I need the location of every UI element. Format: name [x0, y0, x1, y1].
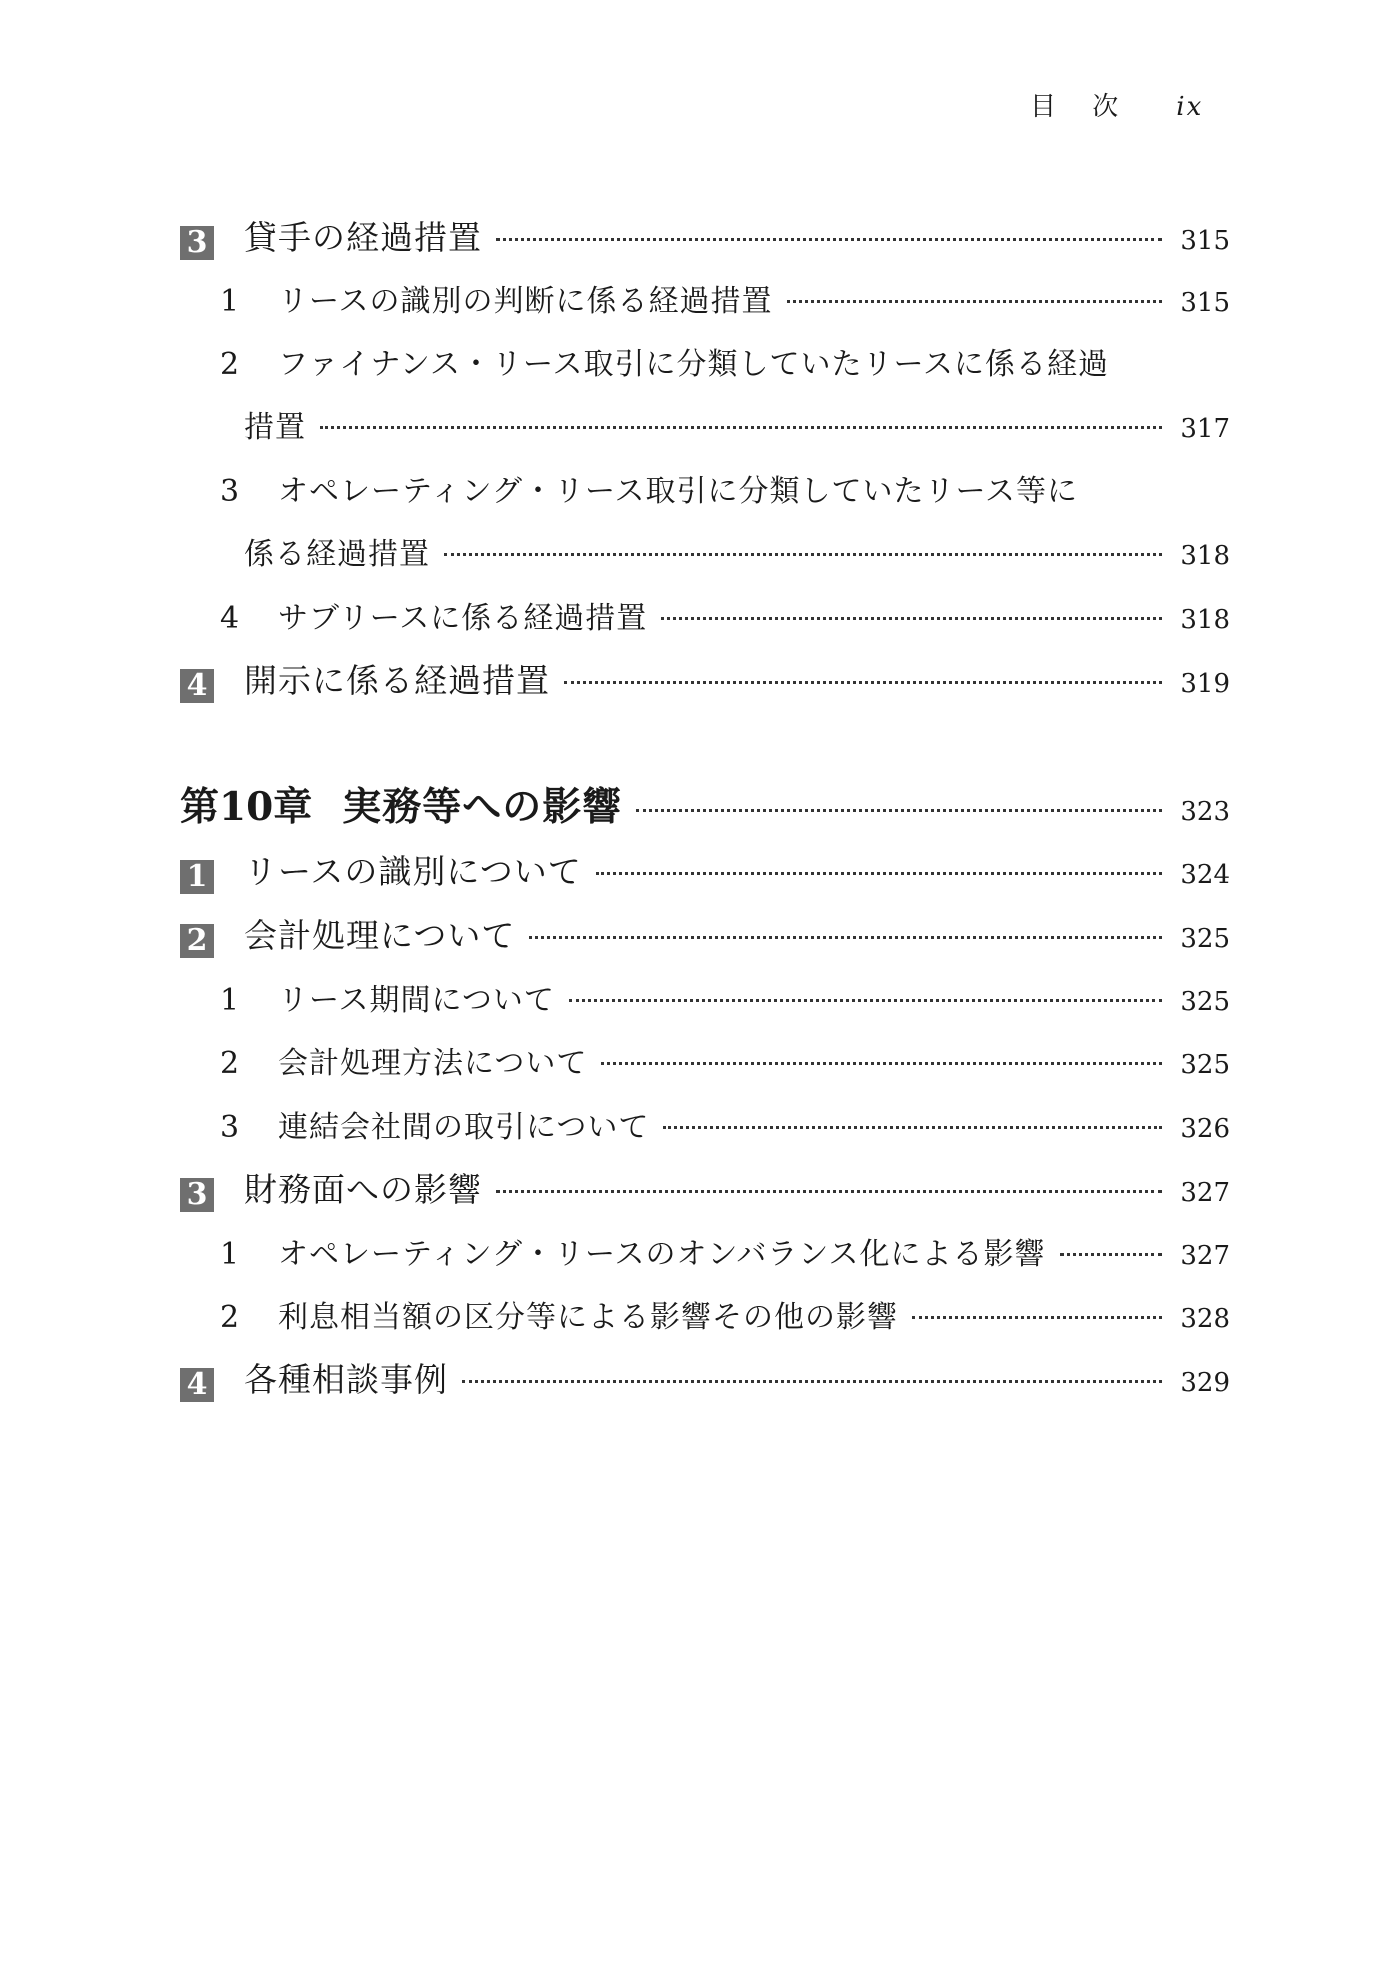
page-number: 319	[1180, 669, 1230, 699]
entry-title: 各種相談事例	[244, 1360, 448, 1399]
section-number-badge: 4	[180, 1368, 214, 1402]
section-number-badge: 3	[180, 1178, 214, 1212]
page-number: 315	[1180, 288, 1230, 318]
dot-leader	[912, 1316, 1162, 1319]
page-number: 325	[1180, 1050, 1230, 1080]
entry-title: 財務面への影響	[244, 1170, 482, 1209]
toc-entry-chapter[interactable]	[180, 776, 1230, 832]
dot-leader	[320, 426, 1162, 429]
toc-entry-section[interactable]	[180, 846, 1230, 893]
entry-title: 会計処理方法について	[278, 1046, 588, 1081]
page-number: 318	[1180, 605, 1230, 635]
dot-leader	[661, 617, 1162, 620]
page-number: 326	[1180, 1114, 1230, 1144]
chapter-number: 第10章	[180, 784, 313, 830]
entry-title: 開示に係る経過措置	[244, 661, 550, 700]
dot-leader	[496, 238, 1162, 241]
subsection-number: 1	[220, 1237, 240, 1272]
section-number-badge: 1	[180, 860, 214, 894]
running-head	[1030, 86, 1203, 123]
entry-title: 利息相当額の区分等による影響その他の影響	[278, 1300, 898, 1335]
page-number: 317	[1180, 414, 1230, 444]
toc-entry-subsection[interactable]	[180, 1229, 1230, 1273]
page-number: 327	[1180, 1241, 1230, 1271]
subsection-number: 1	[220, 983, 240, 1018]
toc-entry-subsection[interactable]	[180, 466, 1230, 510]
entry-title: リース期間について	[278, 983, 555, 1018]
page-number: 325	[1180, 987, 1230, 1017]
toc-entry-section[interactable]	[180, 1164, 1230, 1211]
entry-title: リースの識別の判断に係る経過措置	[278, 284, 773, 319]
toc-entry-subsection[interactable]	[180, 1102, 1230, 1146]
subsection-number: 2	[220, 1046, 240, 1081]
toc-entry-section[interactable]	[180, 1354, 1230, 1401]
subsection-number: 3	[220, 474, 240, 509]
section-number-badge: 2	[180, 924, 214, 958]
dot-leader	[787, 300, 1163, 303]
subsection-number: 3	[220, 1110, 240, 1145]
dot-leader	[444, 553, 1162, 556]
toc-entry-subsection[interactable]	[180, 975, 1230, 1019]
entry-title: ファイナンス・リース取引に分類していたリースに係る経過	[278, 347, 1109, 382]
entry-title-continued: 措置	[244, 410, 306, 445]
entry-title: 会計処理について	[244, 916, 516, 955]
entry-title: オペレーティング・リース取引に分類していたリース等に	[278, 474, 1078, 509]
toc-entry-subsection[interactable]	[180, 339, 1230, 383]
dot-leader	[596, 872, 1162, 875]
subsection-number: 4	[220, 601, 240, 636]
entry-title-continued: 係る経過措置	[244, 537, 430, 572]
page-number: 329	[1180, 1368, 1230, 1398]
dot-leader	[529, 936, 1162, 939]
subsection-number: 2	[220, 347, 240, 382]
page-number: 323	[1180, 797, 1230, 827]
dot-leader	[663, 1126, 1162, 1129]
running-head-title: 目 次	[1030, 92, 1133, 122]
page-number: 325	[1180, 924, 1230, 954]
entry-title: 連結会社間の取引について	[278, 1110, 650, 1145]
dot-leader	[462, 1380, 1162, 1383]
section-number-badge: 4	[180, 669, 214, 703]
toc-entry-continuation[interactable]	[180, 402, 1230, 446]
subsection-number: 2	[220, 1300, 240, 1335]
page-number: 315	[1180, 226, 1230, 256]
page-folio: ix	[1176, 92, 1204, 122]
toc-entry-subsection[interactable]	[180, 1292, 1230, 1336]
toc-entry-section[interactable]	[180, 212, 1230, 259]
page-number: 328	[1180, 1304, 1230, 1334]
dot-leader	[601, 1062, 1162, 1065]
dot-leader	[1060, 1253, 1163, 1256]
dot-leader	[569, 999, 1162, 1002]
toc-entry-subsection[interactable]	[180, 1038, 1230, 1082]
page-number: 327	[1180, 1178, 1230, 1208]
chapter-title: 実務等への影響	[342, 785, 623, 830]
dot-leader	[496, 1190, 1162, 1193]
page-number: 324	[1180, 860, 1230, 890]
subsection-number: 1	[220, 284, 240, 319]
dot-leader	[636, 809, 1162, 812]
toc-entry-continuation[interactable]	[180, 529, 1230, 573]
toc-entry-subsection[interactable]	[180, 593, 1230, 637]
toc-entry-section[interactable]	[180, 910, 1230, 957]
toc-entry-section[interactable]	[180, 655, 1230, 702]
entry-title: 貸手の経過措置	[244, 218, 482, 257]
entry-title: リースの識別について	[244, 852, 582, 891]
entry-title: サブリースに係る経過措置	[278, 601, 648, 636]
entry-title: オペレーティング・リースのオンバランス化による影響	[278, 1237, 1046, 1272]
section-number-badge: 3	[180, 226, 214, 260]
toc-entry-subsection[interactable]	[180, 276, 1230, 320]
page-number: 318	[1180, 541, 1230, 571]
dot-leader	[564, 681, 1162, 684]
